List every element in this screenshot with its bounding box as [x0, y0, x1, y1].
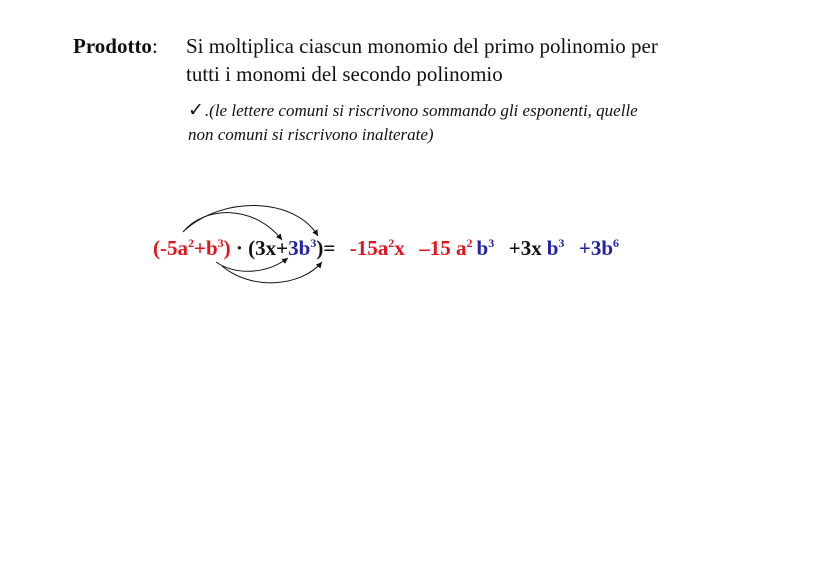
definition-line-1: Si moltiplica ciascun monomio del primo polinomio per — [186, 34, 658, 58]
result-term-4: $+3b^6$ — [578, 236, 620, 260]
first-polynomial: $(-5a^2+b^3)$ — [153, 236, 231, 260]
result-term-2: –15 $a^2$ $b^3$ — [419, 236, 495, 260]
result-term-3: +3x $b^3$ — [508, 236, 565, 260]
note-text-1: .(le lettere comuni si riscrivono sommando gli esponenti, quelle — [204, 101, 638, 120]
arrow-a-to-x — [183, 213, 282, 240]
second-polynomial: $(3x+3b^3)$ — [248, 236, 324, 260]
heading-colon: : — [151, 34, 158, 58]
equals-sign: = — [323, 236, 336, 260]
note-line-2: non comuni si riscrivono inalterate) — [188, 125, 434, 144]
definition-line-2: tutti i monomi del secondo polinomio — [186, 62, 503, 86]
arrow-b-to-3b — [222, 262, 322, 283]
heading-term: Prodotto — [73, 34, 152, 58]
arrow-a-to-3b — [185, 206, 318, 236]
result-term-1: $-15a^2x$ — [349, 236, 405, 260]
multiply-dot: · — [235, 236, 243, 260]
check-icon: ✓ — [188, 100, 204, 121]
